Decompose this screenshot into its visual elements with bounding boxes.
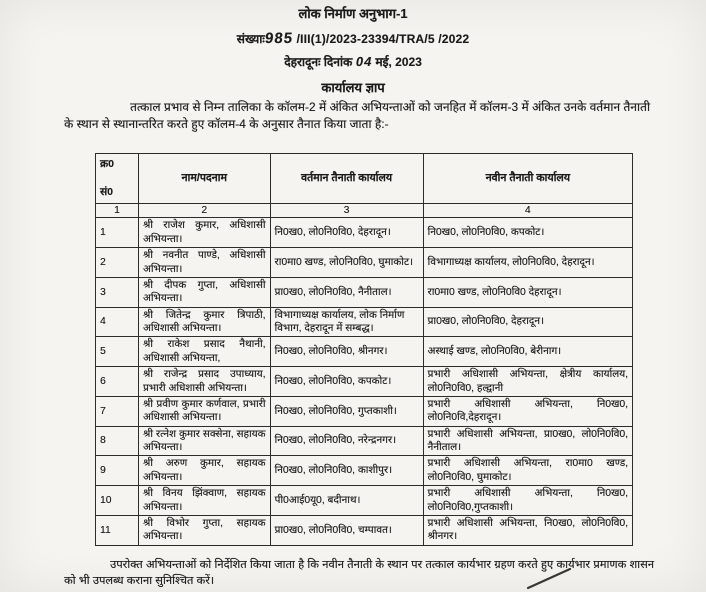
department-title: लोक निर्माण अनुभाग-1 <box>298 6 408 21</box>
table-row <box>96 426 633 456</box>
place-date-label: देहरादूनः दिनांक <box>284 55 356 69</box>
name-designation-cell: श्री राजेन्द्र प्रसाद उपाध्याय, प्रभारी अधिशासी अभियन्ता। <box>138 367 270 397</box>
current-posting-cell: प्रा0ख0, लो0नि0वि0, नैनीताल। <box>270 277 423 307</box>
current-posting-cell: नि0ख0, लो0नि0वि0, कपकोट। <box>270 367 423 397</box>
column-number-3: 3 <box>270 204 423 218</box>
table-row <box>96 337 633 367</box>
current-posting-cell: नि0ख0, लो0नि0वि0, देहरादून। <box>270 218 423 248</box>
row-number-cell: 8 <box>96 426 139 456</box>
column-number-2: 2 <box>138 204 270 218</box>
row-number-cell: 9 <box>96 456 139 486</box>
new-posting-cell: प्रा0ख0, लो0नि0वि0, देहरादून। <box>423 307 632 337</box>
transfer-table <box>95 153 633 546</box>
table-header-row <box>96 154 633 204</box>
serial-header-line2: सं0 <box>100 185 113 198</box>
ref-label: संख्याः <box>236 32 265 46</box>
row-number-cell: 7 <box>96 396 139 426</box>
name-designation-cell: श्री दीपक गुप्ता, अधिशासी अभियन्ता। <box>138 277 270 307</box>
date-day-handwritten: 04 <box>354 54 374 69</box>
row-number-cell: 11 <box>96 515 139 545</box>
column-number-1: 1 <box>96 204 139 218</box>
table-row <box>96 277 633 307</box>
current-posting-cell: प्रा0ख0, लो0नि0वि0, चम्पावत। <box>270 515 423 545</box>
table-row <box>96 515 633 545</box>
current-posting-cell: नि0ख0, लो0नि0वि0, काशीपुर। <box>270 456 423 486</box>
ref-rest: /III(1)/2023-23394/TRA/5 /2022 <box>292 32 470 46</box>
table-row <box>96 396 633 426</box>
column-number-row <box>96 204 633 218</box>
current-posting-cell: विभागाध्यक्ष कार्यालय, लोक निर्माण विभाग, देहरादून में सम्बद्ध। <box>270 307 423 337</box>
row-number-cell: 6 <box>96 367 139 397</box>
new-posting-cell: विभागाध्यक्ष कार्यालय, लो0नि0वि0, देहरादून। <box>423 248 632 278</box>
name-designation-cell: श्री जितेन्द्र कुमार त्रिपाठी, अधिशासी अभियन्ता। <box>138 307 270 337</box>
col-header-new-office: नवीन तैनाती कार्यालय <box>423 154 632 204</box>
name-designation-cell: श्री अरुण कुमार, सहायक अभियन्ता। <box>138 456 270 486</box>
new-posting-cell: प्रभारी अधिशासी अभियन्ता, प्रा0ख0, लो0नि0वि0, नैनीताल। <box>423 426 632 456</box>
col-header-serial <box>96 154 139 204</box>
new-posting-cell: प्रभारी अधिशासी अभियन्ता, नि0ख0, लो0नि0वि,देहरादून। <box>423 396 632 426</box>
date-rest: मई, 2023 <box>372 55 422 69</box>
serial-header-line1: क्र0 <box>100 157 114 170</box>
name-designation-cell: श्री विनय झिंक्वाण, सहायक अभियन्ता। <box>138 486 270 516</box>
row-number-cell: 1 <box>96 218 139 248</box>
memo-header <box>0 4 706 70</box>
new-posting-cell: रा0मा0 खण्ड, लो0नि0वि0 देहरादून। <box>423 277 632 307</box>
table-row <box>96 367 633 397</box>
table-row <box>96 218 633 248</box>
table-row <box>96 456 633 486</box>
place-date-line <box>0 53 706 70</box>
intro-paragraph: तत्काल प्रभाव से निम्न तालिका के कॉलम-2 में अंकित अभियन्ताओं को जनहित में कॉलम-3 में अंकित उनके वर्तमान तैनाती के स्थान से स्थानान्तरित करते हुए कॉलम-4 के अनुसार तैनात किया जाता है:- <box>64 100 650 131</box>
closing-paragraph: उपरोक्त अभियन्ताओं को निर्देशित किया जाता है कि नवीन तैनाती के स्थान पर तत्काल कार्यभार ग्रहण करते हुए कार्यभार प्रमाणक शासन को भी उपलब्ध कराना सुनिश्चित करें। <box>64 559 654 587</box>
table-row <box>96 307 633 337</box>
new-posting-cell: प्रभारी अधिशासी अभियन्ता, नि0ख0, लो0नि0वि0, श्रीनगर। <box>423 515 632 545</box>
signature-mark <box>518 563 588 591</box>
transfer-table-body <box>96 218 633 545</box>
new-posting-cell: नि0ख0, लो0नि0वि0, कपकोट। <box>423 218 632 248</box>
current-posting-cell: नि0ख0, लो0नि0वि0, श्रीनगर। <box>270 337 423 367</box>
table-row <box>96 248 633 278</box>
col-header-name: नाम/पदनाम <box>138 154 270 204</box>
name-designation-cell: श्री राजेश कुमार, अधिशासी अभियन्ता। <box>138 218 270 248</box>
name-designation-cell: श्री नवनीत पाण्डे, अधिशासी अभियन्ता। <box>138 248 270 278</box>
new-posting-cell: प्रभारी अधिशासी अभियन्ता, नि0ख0, लो0नि0वि0,गुप्तकाशी। <box>423 486 632 516</box>
row-number-cell: 10 <box>96 486 139 516</box>
table-row <box>96 486 633 516</box>
memo-heading: कार्यालय ज्ञाप <box>321 80 385 95</box>
name-designation-cell: श्री राकेश प्रसाद नैथानी, अधिशासी अभियन्ता, <box>138 337 270 367</box>
new-posting-cell: प्रभारी अधिशासी अभियन्ता, रा0मा0 खण्ड, लो0नि0वि0, घुमाकोट। <box>423 456 632 486</box>
name-designation-cell: श्री रत्नेश कुमार सक्सेना, सहायक अभियन्ता। <box>138 426 270 456</box>
name-designation-cell: श्री विभोर गुप्ता, सहायक अभियन्ता। <box>138 515 270 545</box>
current-posting-cell: नि0ख0, लो0नि0वि0, नरेन्द्रनगर। <box>270 426 423 456</box>
row-number-cell: 5 <box>96 337 139 367</box>
name-designation-cell: श्री प्रवीण कुमार कर्णवाल, प्रभारी अधिशासी अभियन्ता। <box>138 396 270 426</box>
ref-number-handwritten: 985 <box>264 30 294 47</box>
row-number-cell: 4 <box>96 307 139 337</box>
reference-number-line <box>0 30 706 47</box>
column-number-4: 4 <box>423 204 632 218</box>
current-posting-cell: नि0ख0, लो0नि0वि0, गुप्तकाशी। <box>270 396 423 426</box>
col-header-current-office: वर्तमान तैनाती कार्यालय <box>270 154 423 204</box>
current-posting-cell: पी0आई0यू0, बदीनाथ। <box>270 486 423 516</box>
current-posting-cell: रा0मा0 खण्ड, लो0नि0वि0, घुमाकोट। <box>270 248 423 278</box>
new-posting-cell: प्रभारी अधिशासी अभियन्ता, क्षेत्रीय कार्यालय, लो0नि0वि0, हल्द्वानी <box>423 367 632 397</box>
row-number-cell: 2 <box>96 248 139 278</box>
new-posting-cell: अस्थाई खण्ड, लो0नि0वि0, बेरीनाग। <box>423 337 632 367</box>
row-number-cell: 3 <box>96 277 139 307</box>
